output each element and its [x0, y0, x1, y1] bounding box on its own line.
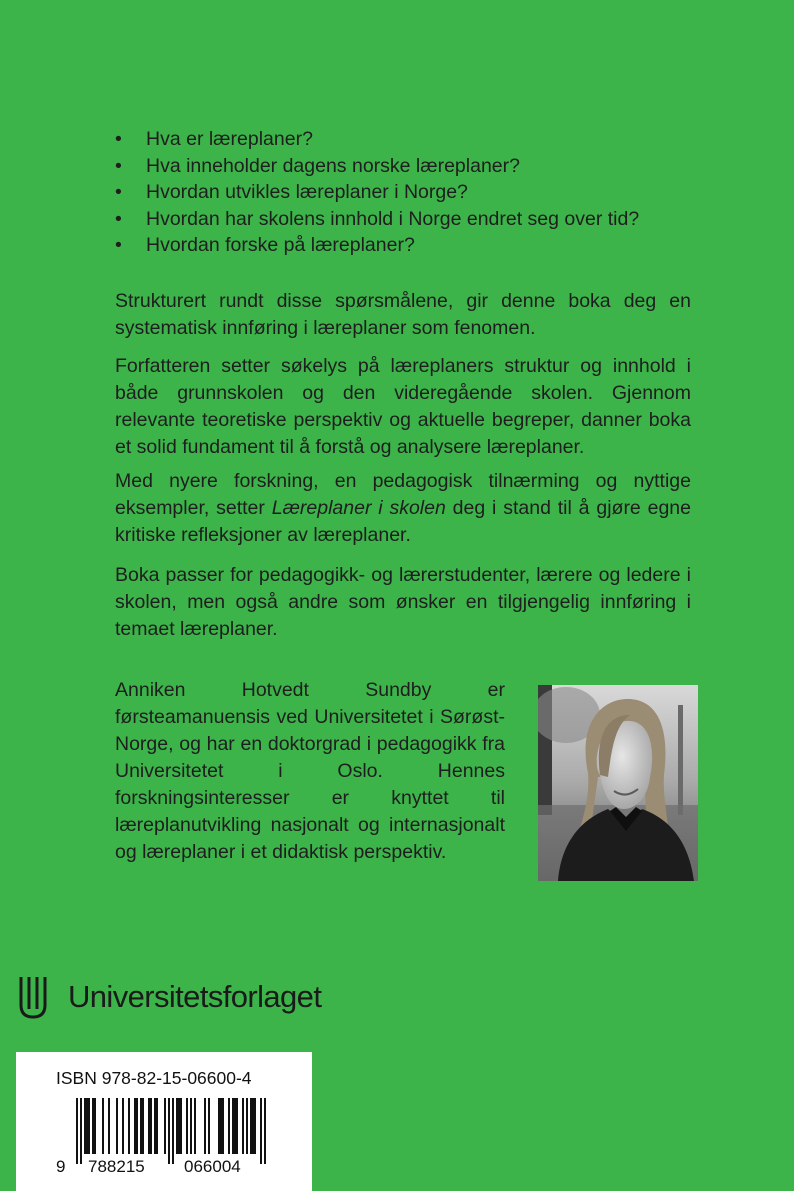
barcode-bar — [84, 1098, 86, 1154]
barcode-bar — [86, 1098, 88, 1154]
barcode-bar — [94, 1098, 96, 1154]
barcode-digits-left: 788215 — [88, 1157, 145, 1176]
barcode-bar — [208, 1098, 210, 1154]
isbn-label: ISBN 978-82-15-06600-4 — [56, 1068, 252, 1088]
barcode-bar — [148, 1098, 150, 1154]
universitetsforlaget-logo-icon — [18, 975, 48, 1019]
barcode-bar — [250, 1098, 252, 1154]
barcode-bar — [122, 1098, 124, 1154]
barcode-bar — [80, 1098, 82, 1164]
barcode-bar — [136, 1098, 138, 1154]
barcode-bar — [128, 1098, 130, 1154]
question-item: • Hva er læreplaner? — [115, 126, 639, 153]
barcode-bar — [254, 1098, 256, 1154]
barcode-bar — [236, 1098, 238, 1154]
question-item: • Hvordan har skolens innhold i Norge endret seg over tid? — [115, 206, 639, 233]
research-text-end: deg i stand til å gjøre egne kritiske refleksjoner av læreplaner. — [115, 497, 691, 546]
barcode-bar — [242, 1098, 244, 1154]
barcode-bar — [156, 1098, 158, 1154]
barcode-bar — [168, 1098, 170, 1164]
barcode-bar — [140, 1098, 142, 1154]
barcode-bar — [116, 1098, 118, 1154]
focus-paragraph: Forfatteren setter søkelys på læreplaners struktur og innhold i både grunnskolen og den videregående skolen. Gjennom relevante teoretiske perspektiv og aktuelle begreper, danner boka et solid fundament til å forstå og analysere læreplaner. — [115, 355, 691, 458]
barcode-bar — [164, 1098, 166, 1154]
audience-paragraph: Boka passer for pedagogikk- og lærerstudenter, lærere og ledere i skolen, men også andre som ønsker en tilgjengelig innføring i temaet læreplaner. — [115, 564, 691, 640]
barcode-bar — [220, 1098, 222, 1154]
barcode-bar — [190, 1098, 192, 1154]
barcode-digits-right: 066004 — [184, 1157, 241, 1176]
barcode-bar — [232, 1098, 234, 1154]
barcode-bar — [176, 1098, 178, 1154]
barcode-bar — [150, 1098, 152, 1154]
barcode-bar — [252, 1098, 254, 1154]
barcode-bar — [204, 1098, 206, 1154]
research-paragraph — [115, 468, 691, 549]
question-item: • Hvordan forske på læreplaner? — [115, 232, 639, 259]
author-bio-text: er førsteamanuensis ved Universitetet i Sørøst-Norge, og har en doktorgrad i pedagogikk fra Universitetet i Oslo. Hennes forskningsinteresser er knyttet til læreplanutvikling nasjonalt og internasjonalt og læreplaner i et didaktisk perspektiv. — [115, 679, 505, 863]
publisher-name: Universitetsforlaget — [68, 979, 322, 1014]
barcode-bar — [260, 1098, 262, 1164]
barcode-bar — [234, 1098, 236, 1154]
barcode-bar — [88, 1098, 90, 1154]
barcode-bar — [142, 1098, 144, 1154]
isbn-barcode-box — [16, 1052, 312, 1191]
barcode-bar — [194, 1098, 196, 1154]
author-photo — [538, 685, 698, 881]
barcode-bar — [264, 1098, 266, 1164]
question-item: • Hvordan utvikles læreplaner i Norge? — [115, 179, 639, 206]
book-title: Læreplaner i skolen — [271, 497, 446, 519]
barcode-bar — [246, 1098, 248, 1154]
intro-paragraph: Strukturert rundt disse spørsmålene, gir denne boka deg en systematisk innføring i læreplaner som fenomen. — [115, 290, 691, 339]
barcode-bar — [186, 1098, 188, 1154]
barcode-bar — [108, 1098, 110, 1154]
research-text-start: Med nyere forskning, en pedagogisk tilnærming og nyttige eksempler, setter — [115, 470, 691, 519]
barcode-bar — [218, 1098, 220, 1154]
author-bio — [115, 677, 505, 866]
barcode-bar — [222, 1098, 224, 1154]
barcode-bar — [134, 1098, 136, 1154]
barcode-bar — [180, 1098, 182, 1154]
publisher-logo — [18, 975, 321, 1019]
barcode-bar — [178, 1098, 180, 1154]
question-item: • Hva inneholder dagens norske læreplaner? — [115, 153, 639, 180]
barcode-bar — [228, 1098, 230, 1154]
barcode-bar — [154, 1098, 156, 1154]
question-list — [115, 126, 639, 259]
barcode-bar — [102, 1098, 104, 1154]
barcode-bar — [92, 1098, 94, 1154]
barcode-bar — [76, 1098, 78, 1164]
author-name: Anniken Hotvedt Sundby — [115, 679, 432, 701]
barcode-digit-lead: 9 — [56, 1157, 66, 1176]
barcode-bar — [172, 1098, 174, 1164]
